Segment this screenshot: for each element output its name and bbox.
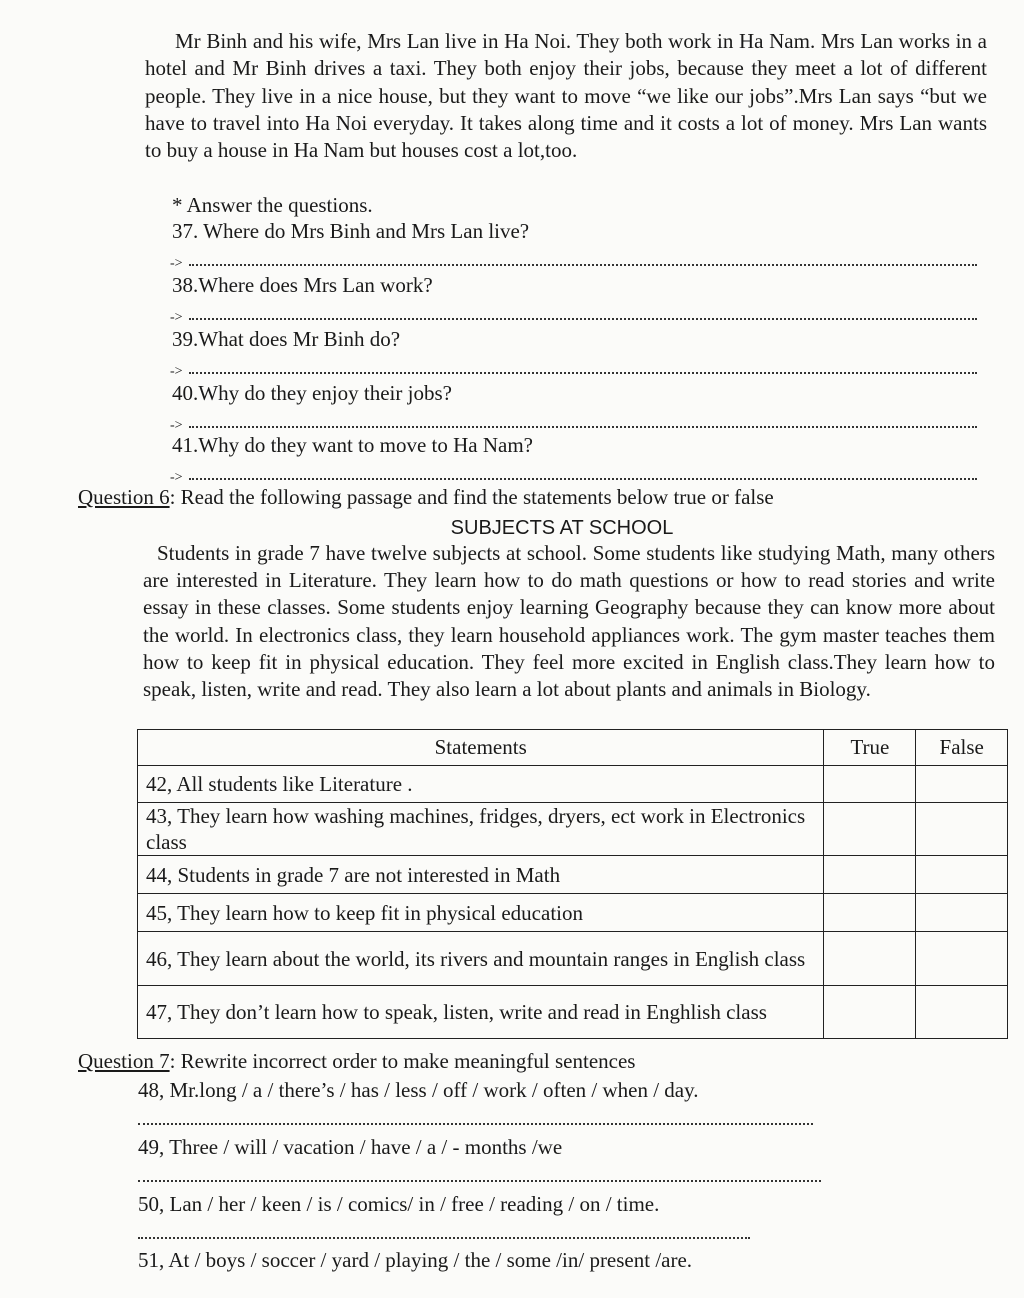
arrow-icon: -> [170, 470, 183, 485]
question-text: 41.Why do they want to move to Ha Nam? [172, 433, 533, 457]
dotted-line [189, 426, 977, 428]
arrow-icon: -> [170, 418, 183, 433]
answer-line[interactable] [172, 299, 977, 326]
header-true: True [824, 730, 916, 766]
header-false: False [916, 730, 1008, 766]
true-cell[interactable] [824, 766, 916, 803]
table-header-row [138, 730, 1008, 766]
question-6-instruction: : Read the following passage and find the statements below true or false [169, 485, 774, 509]
question-7-instruction: : Rewrite incorrect order to make meaningful sentences [169, 1049, 636, 1073]
dotted-line [189, 478, 977, 480]
answer-line[interactable] [172, 245, 977, 272]
header-statements: Statements [138, 730, 824, 766]
rewrite-item-48: 48, Mr.long / a / there’s / has / less / off / work / often / when / day. [138, 1078, 699, 1102]
question-text: 37. Where do Mrs Binh and Mrs Lan live? [172, 219, 530, 243]
dotted-line [189, 264, 977, 266]
table-row [138, 856, 1008, 894]
arrow-icon: -> [170, 310, 183, 325]
table-row [138, 766, 1008, 803]
statement-cell: 47, They don’t learn how to speak, listen, write and read in Enghlish class [138, 986, 824, 1039]
question-text: 38.Where does Mrs Lan work? [172, 273, 433, 297]
statement-cell: 45, They learn how to keep fit in physical education [138, 894, 824, 932]
table-row [138, 986, 1008, 1039]
question-7-heading [78, 1047, 635, 1075]
answer-line[interactable] [172, 459, 977, 486]
question-38 [172, 272, 977, 326]
question-text: 40.Why do they enjoy their jobs? [172, 381, 452, 405]
rewrite-answer-line[interactable] [138, 1123, 813, 1125]
false-cell[interactable] [916, 803, 1008, 856]
question-39 [172, 326, 977, 380]
true-cell[interactable] [824, 932, 916, 986]
rewrite-item-50: 50, Lan / her / keen / is / comics/ in / free / reading / on / time. [138, 1192, 660, 1216]
question-41 [172, 432, 977, 486]
answer-line[interactable] [172, 353, 977, 380]
rewrite-answer-line[interactable] [138, 1180, 821, 1182]
table-row [138, 894, 1008, 932]
statement-cell: 42, All students like Literature . [138, 766, 824, 803]
false-cell[interactable] [916, 986, 1008, 1039]
answer-line[interactable] [172, 407, 977, 434]
dotted-line [189, 372, 977, 374]
rewrite-item-49: 49, Three / will / vacation / have / a / - months /we [138, 1135, 563, 1159]
question-text: 39.What does Mr Binh do? [172, 327, 401, 351]
false-cell[interactable] [916, 766, 1008, 803]
true-cell[interactable] [824, 894, 916, 932]
false-cell[interactable] [916, 894, 1008, 932]
reading-passage-2: Students in grade 7 have twelve subjects at school. Some students like studying Math, many others are interested in Literature. They learn how to do math questions or how to read stories and write essay in these classes. Some students enjoy learning Geography because they can know more about the world. In electronics class, they learn household appliances work. The gym master teaches them how to keep fit in physical education. They feel more excited in English class.They learn how to speak, listen, write and read. They also learn a lot about plants and animals in Biology. [143, 541, 995, 702]
passage-title: SUBJECTS AT SCHOOL [450, 517, 674, 539]
question-7-label: Question 7 [78, 1049, 170, 1073]
false-cell[interactable] [916, 932, 1008, 986]
question-6-label: Question 6 [78, 485, 170, 509]
true-cell[interactable] [824, 803, 916, 856]
dotted-line [189, 318, 977, 320]
table-row [138, 803, 1008, 856]
statement-cell: 43, They learn how washing machines, fridges, dryers, ect work in Electronics class [138, 803, 824, 856]
answer-instruction: * Answer the questions. [172, 193, 373, 217]
true-cell[interactable] [824, 986, 916, 1039]
arrow-icon: -> [170, 256, 183, 271]
rewrite-answer-line[interactable] [138, 1237, 750, 1239]
arrow-icon: -> [170, 364, 183, 379]
true-cell[interactable] [824, 856, 916, 894]
question-40 [172, 380, 977, 434]
rewrite-item-51: 51, At / boys / soccer / yard / playing / the / some /in/ present /are. [138, 1248, 693, 1272]
question-37 [172, 218, 977, 272]
statement-cell: 44, Students in grade 7 are not interested in Math [138, 856, 824, 894]
statement-cell: 46, They learn about the world, its rivers and mountain ranges in English class [138, 932, 824, 986]
true-false-table [137, 729, 1008, 1039]
table-row [138, 932, 1008, 986]
reading-passage-1: Mr Binh and his wife, Mrs Lan live in Ha Noi. They both work in Ha Nam. Mrs Lan works in a hotel and Mr Binh drives a taxi. They both enjoy their jobs, because they meet a lot of different people. They live in a nice house, but they want to move “we like our jobs”.Mrs Lan says “but we have to travel into Ha Noi everyday. It takes along time and it costs a lot of money. Mrs Lan wants to buy a house in Ha Nam but houses cost a lot,too. [145, 29, 987, 163]
question-6-heading [78, 483, 774, 511]
false-cell[interactable] [916, 856, 1008, 894]
